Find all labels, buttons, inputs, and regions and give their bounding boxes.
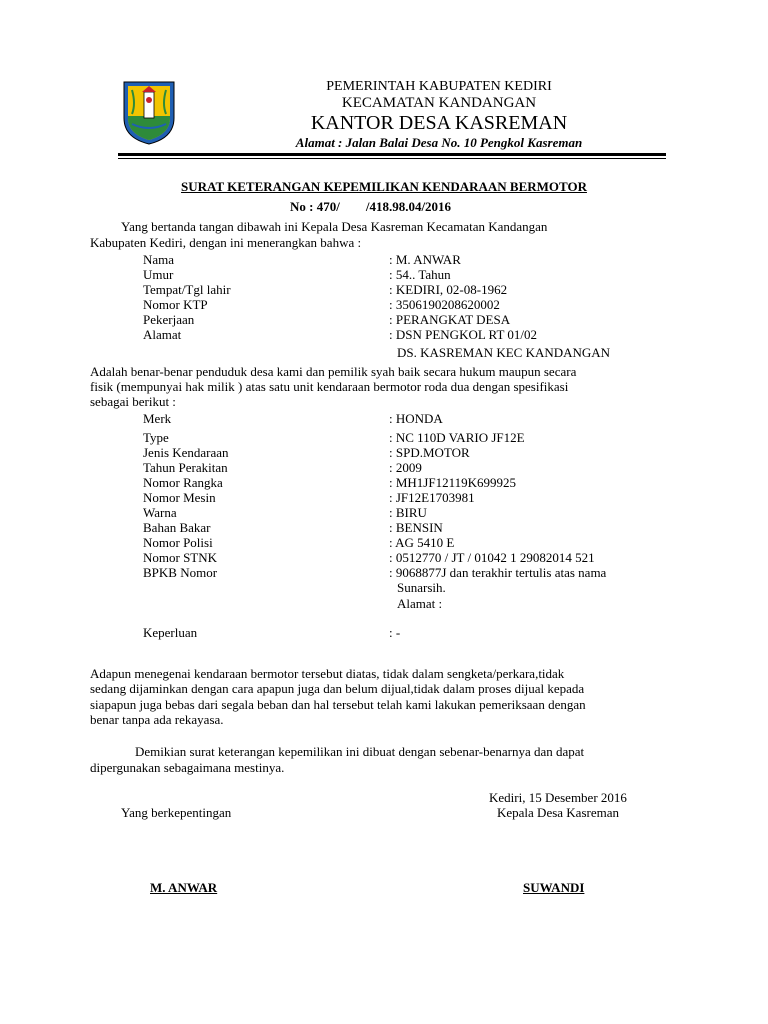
- right-signatory-role: Kepala Desa Kasreman: [497, 805, 619, 820]
- closing-line-1: Adapun menegenai kendaraan bermotor tersebut diatas, tidak dalam sengketa/perkara,tidak: [90, 666, 565, 681]
- person-address-continued: DS. KASREMAN KEC KANDANGAN: [397, 345, 611, 360]
- vehicle-label: Nomor Mesin: [143, 490, 216, 505]
- person-row: [143, 327, 683, 342]
- vehicle-row: [143, 475, 683, 490]
- vehicle-value: : AG 5410 E: [389, 535, 455, 550]
- vehicle-label: Type: [143, 430, 169, 445]
- vehicle-value: : 0512770 / JT / 01042 1 29082014 521: [389, 550, 595, 565]
- header-divider-thick: [118, 153, 666, 156]
- person-label: Nomor KTP: [143, 297, 208, 312]
- purpose-label: Keperluan: [143, 625, 198, 640]
- vehicle-label: Nomor Rangka: [143, 475, 223, 490]
- person-row: [143, 297, 683, 312]
- vehicle-row: [143, 430, 683, 445]
- person-label: Nama: [143, 252, 175, 267]
- vehicle-value: : MH1JF12119K699925: [389, 475, 517, 490]
- bpkb-address-line: Alamat :: [397, 596, 443, 611]
- vehicle-value: : 9068877J dan terakhir tertulis atas nama: [389, 565, 607, 580]
- closing-line-4: benar tanpa ada rekayasa.: [90, 712, 224, 727]
- statement-line-2: fisik (mempunyai hak milik ) atas satu unit kendaraan bermotor roda dua dengan spesifikasi: [90, 379, 569, 394]
- vehicle-label: Warna: [143, 505, 177, 520]
- vehicle-row: [143, 520, 683, 535]
- person-value: : M. ANWAR: [389, 252, 461, 267]
- closing-line-2: sedang dijaminkan dengan cara apapun juga dan belum dijual,tidak dalam proses dijual kepada: [90, 681, 585, 696]
- person-value: : DSN PENGKOL RT 01/02: [389, 327, 538, 342]
- vehicle-value: : JF12E1703981: [389, 490, 475, 505]
- letter-number: No : 470/ /418.98.04/2016: [290, 199, 452, 214]
- person-value: : 3506190208620002: [389, 297, 500, 312]
- vehicle-value: : SPD.MOTOR: [389, 445, 470, 460]
- person-label: Tempat/Tgl lahir: [143, 282, 231, 297]
- vehicle-row: [143, 565, 683, 580]
- person-row: [143, 267, 683, 282]
- vehicle-value: : NC 110D VARIO JF12E: [389, 430, 525, 445]
- vehicle-value: : BIRU: [389, 505, 427, 520]
- header-district: KECAMATAN KANDANGAN: [341, 95, 537, 111]
- final-line-1: Demikian surat keterangan kepemilikan ini dibuat dengan sebenar-benarnya dan dapat: [135, 744, 585, 759]
- vehicle-row: [143, 445, 683, 460]
- vehicle-label: Nomor Polisi: [143, 535, 213, 550]
- person-value: : KEDIRI, 02-08-1962: [389, 282, 508, 297]
- header-divider-thin: [118, 158, 666, 159]
- person-label: Pekerjaan: [143, 312, 195, 327]
- vehicle-row: [143, 460, 683, 475]
- left-signatory-role: Yang berkepentingan: [121, 805, 232, 820]
- person-row: [143, 312, 683, 327]
- vehicle-label: Bahan Bakar: [143, 520, 211, 535]
- person-value: : PERANGKAT DESA: [389, 312, 511, 327]
- intro-line-1: Yang bertanda tangan dibawah ini Kepala Desa Kasreman Kecamatan Kandangan: [121, 219, 548, 234]
- bpkb-owner-line: Sunarsih.: [397, 580, 446, 595]
- vehicle-value: : HONDA: [389, 411, 443, 426]
- vehicle-label: Merk: [143, 411, 172, 426]
- closing-line-3: siapapun juga bebas dari segala beban dan hal tersebut telah kami lakukan pemeriksaan dengan: [90, 697, 586, 712]
- place-date: Kediri, 15 Desember 2016: [489, 790, 627, 805]
- vehicle-value: : BENSIN: [389, 520, 443, 535]
- letter-title: SURAT KETERANGAN KEPEMILIKAN KENDARAAN BERMOTOR: [181, 179, 587, 194]
- header-address: Alamat : Jalan Balai Desa No. 10 Pengkol Kasreman: [295, 135, 583, 150]
- header-government: PEMERINTAH KABUPATEN KEDIRI: [326, 79, 552, 94]
- header-office: KANTOR DESA KASREMAN: [310, 112, 568, 134]
- person-label: Alamat: [143, 327, 182, 342]
- vehicle-row: [143, 490, 683, 505]
- intro-line-2: Kabupaten Kediri, dengan ini menerangkan bahwa :: [90, 235, 362, 250]
- purpose-value: : -: [389, 625, 401, 640]
- statement-line-1: Adalah benar-benar penduduk desa kami dan pemilik syah baik secara hukum maupun secara: [90, 364, 577, 379]
- vehicle-label: BPKB Nomor: [143, 565, 218, 580]
- purpose-row: [143, 625, 683, 640]
- vehicle-row: [143, 411, 683, 426]
- left-signatory-name: M. ANWAR: [150, 880, 218, 895]
- vehicle-row: [143, 535, 683, 550]
- person-label: Umur: [143, 267, 174, 282]
- person-row: [143, 282, 683, 297]
- statement-line-3: sebagai berikut :: [90, 394, 176, 409]
- person-row: [143, 252, 683, 267]
- vehicle-row: [143, 505, 683, 520]
- vehicle-value: : 2009: [389, 460, 422, 475]
- right-signatory-name: SUWANDI: [523, 880, 585, 895]
- person-value: : 54.. Tahun: [389, 267, 451, 282]
- vehicle-label: Tahun Perakitan: [143, 460, 228, 475]
- vehicle-label: Jenis Kendaraan: [143, 445, 229, 460]
- vehicle-row: [143, 550, 683, 565]
- final-line-2: dipergunakan sebagaimana mestinya.: [90, 760, 285, 775]
- vehicle-label: Nomor STNK: [143, 550, 218, 565]
